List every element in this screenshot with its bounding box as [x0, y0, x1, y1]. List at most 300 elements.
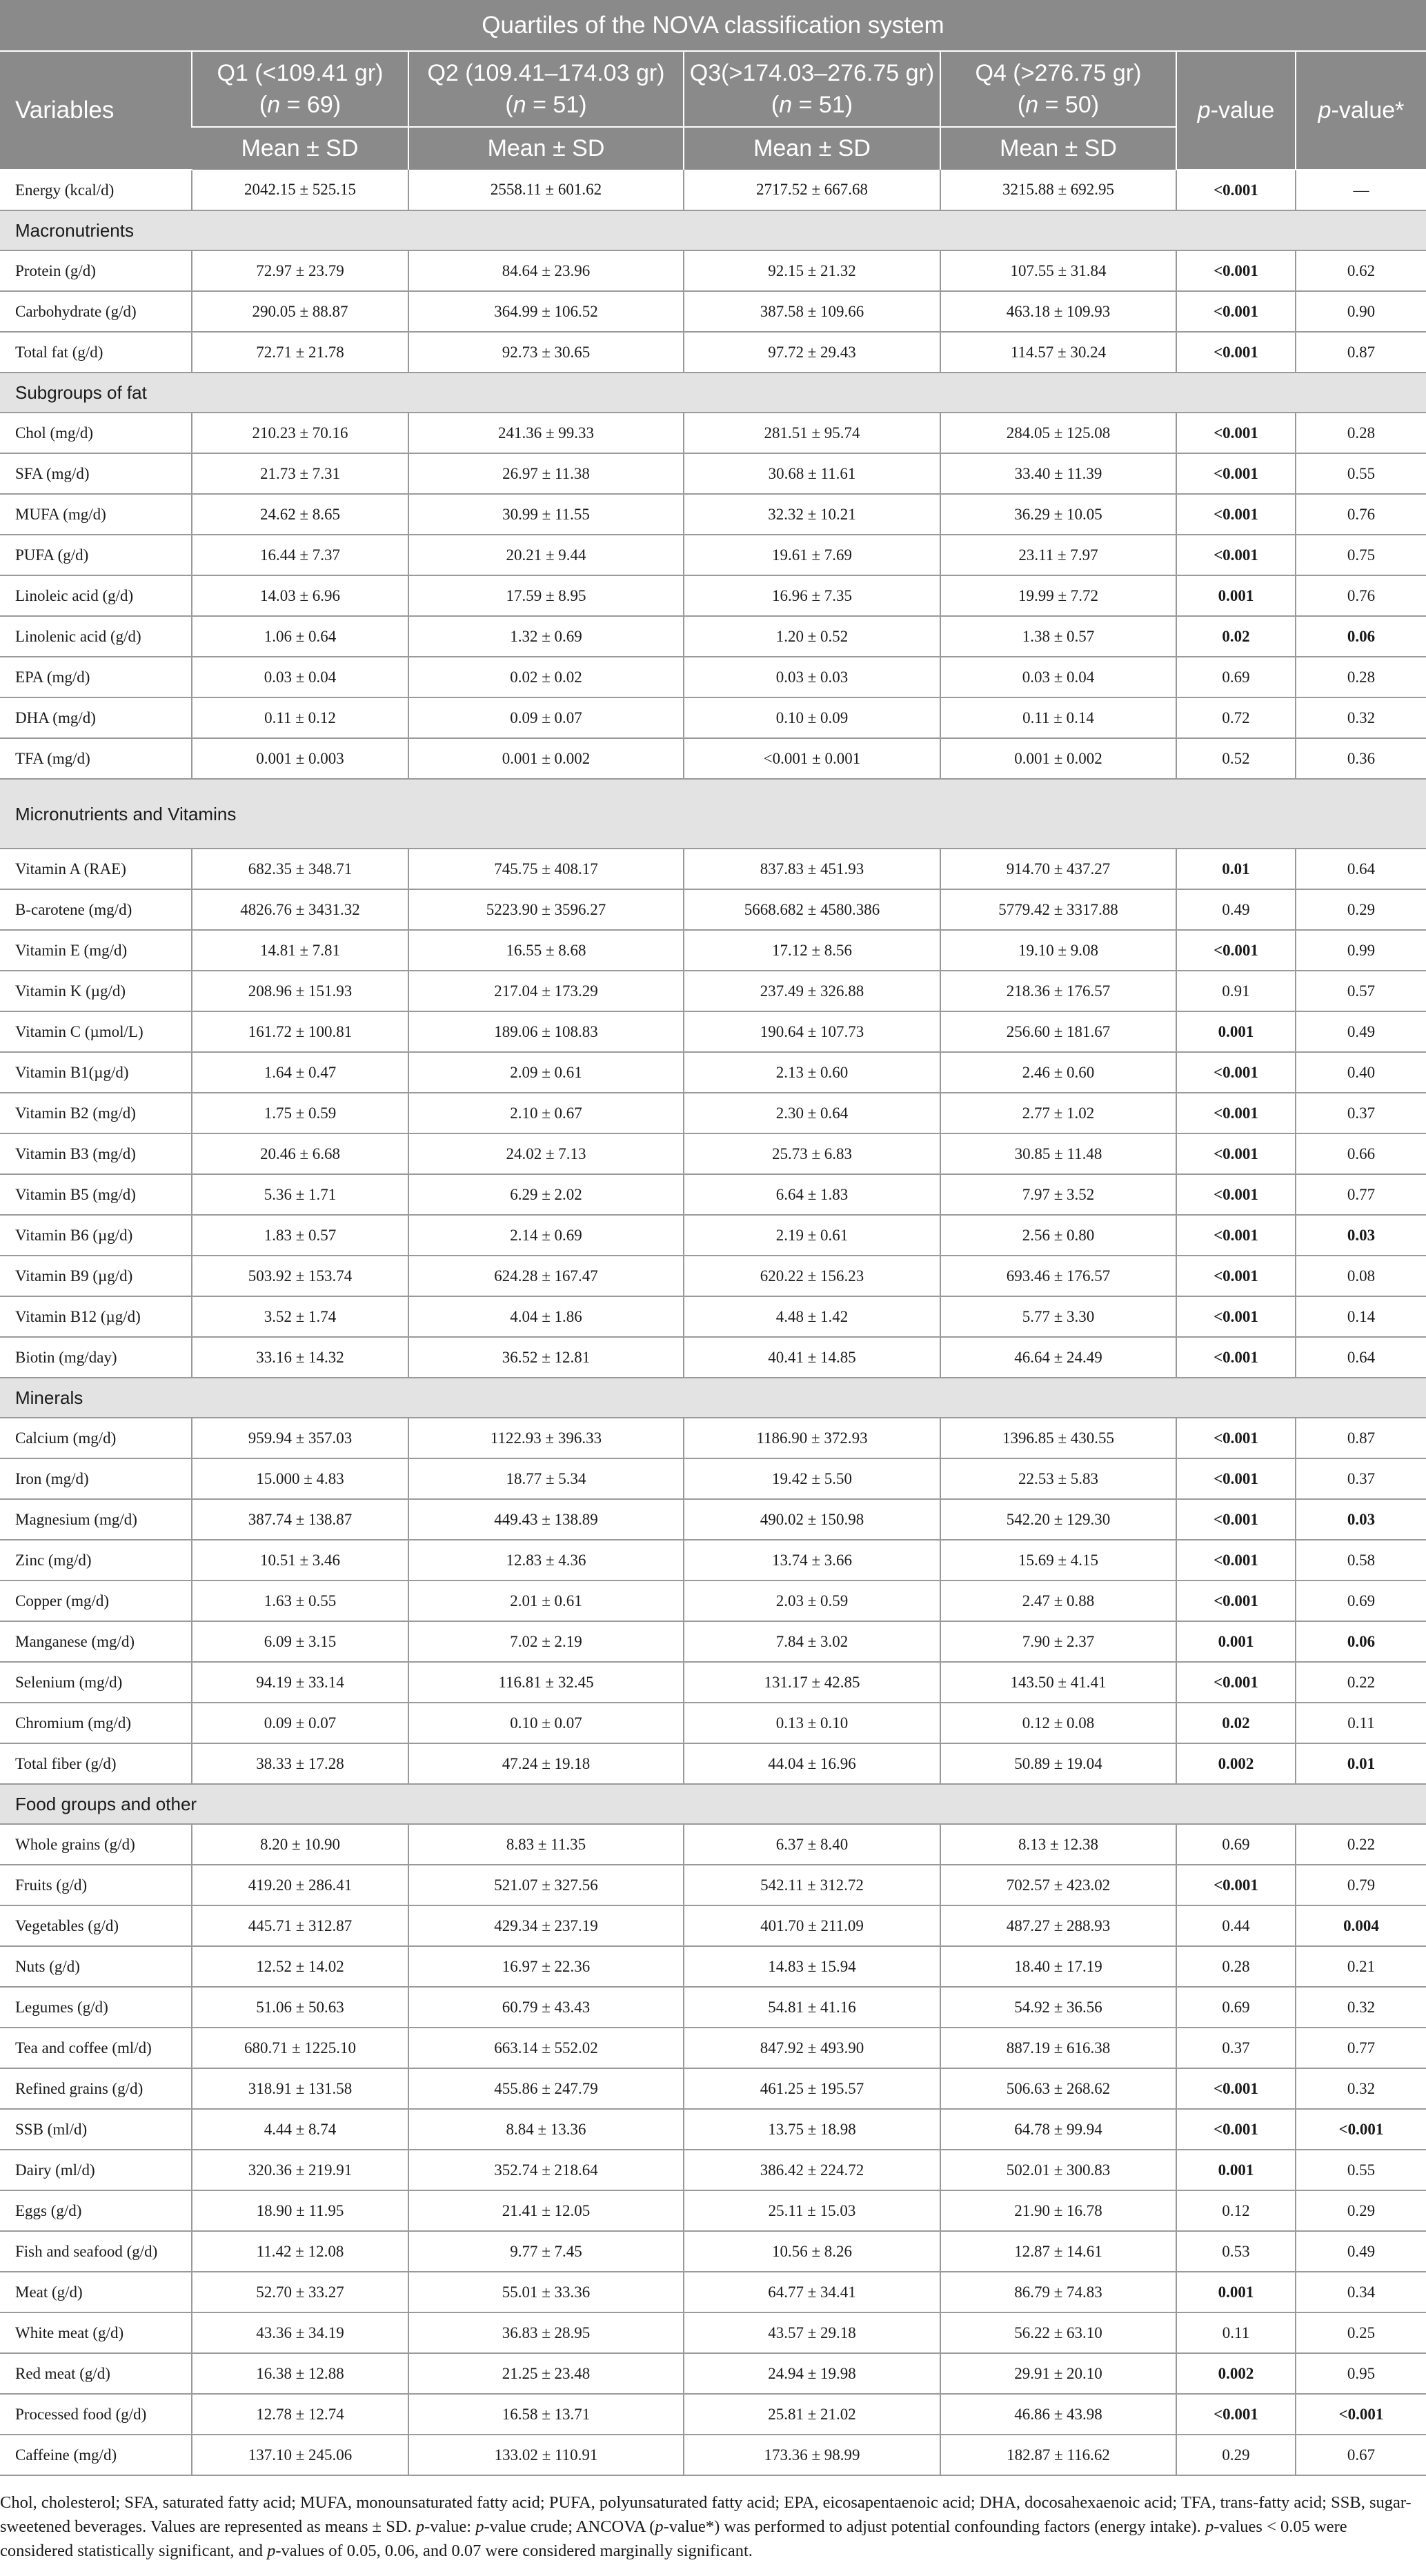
- q3-cell: 17.12 ± 8.56: [684, 930, 940, 971]
- table-header: [0, 0, 1426, 170]
- q3-cell: 19.61 ± 7.69: [684, 535, 940, 575]
- variable-cell: Fruits (g/d): [0, 1865, 192, 1905]
- q4-cell: 182.87 ± 116.62: [940, 2435, 1176, 2475]
- q3-cell: 401.70 ± 211.09: [684, 1905, 940, 1946]
- q4-cell: 1.38 ± 0.57: [940, 616, 1176, 657]
- q2-cell: 745.75 ± 408.17: [408, 849, 684, 889]
- q1-cell: 12.78 ± 12.74: [192, 2394, 408, 2435]
- q3-cell: 54.81 ± 41.16: [684, 1987, 940, 2028]
- p-value-cell: 0.01: [1176, 849, 1296, 889]
- q1-cell: 0.001 ± 0.003: [192, 738, 408, 779]
- q1-cell: 0.09 ± 0.07: [192, 1703, 408, 1743]
- p-value-cell: <0.001: [1176, 1540, 1296, 1581]
- q1-cell: 14.03 ± 6.96: [192, 575, 408, 616]
- p-value-cell: 0.001: [1176, 1011, 1296, 1052]
- q4-cell: 218.36 ± 176.57: [940, 971, 1176, 1011]
- p-value-header: p-value: [1176, 51, 1296, 170]
- variable-cell: Vitamin B5 (mg/d): [0, 1174, 192, 1215]
- q1-cell: 445.71 ± 312.87: [192, 1905, 408, 1946]
- p-value-cell: <0.001: [1176, 291, 1296, 332]
- p-value-adjusted-cell: 0.55: [1296, 453, 1426, 494]
- p-value-cell: 0.52: [1176, 738, 1296, 779]
- q2-cell: 0.02 ± 0.02: [408, 657, 684, 697]
- q2-header: Q2 (109.41–174.03 gr) (n = 51): [408, 51, 684, 127]
- table-row: [0, 535, 1426, 575]
- q4-cell: 5.77 ± 3.30: [940, 1296, 1176, 1337]
- q4-cell: 2.47 ± 0.88: [940, 1581, 1176, 1621]
- q3-cell: 237.49 ± 326.88: [684, 971, 940, 1011]
- q2-cell: 663.14 ± 552.02: [408, 2028, 684, 2068]
- p-value-adjusted-cell: 0.49: [1296, 1011, 1426, 1052]
- q2-cell: 189.06 ± 108.83: [408, 1011, 684, 1052]
- table-row: [0, 616, 1426, 657]
- q2-cell: 0.10 ± 0.07: [408, 1703, 684, 1743]
- variable-cell: Chromium (mg/d): [0, 1703, 192, 1743]
- p-value-adjusted-cell: 0.77: [1296, 2028, 1426, 2068]
- p-value-cell: <0.001: [1176, 2109, 1296, 2150]
- q1-mean-sd-header: Mean ± SD: [192, 127, 408, 170]
- q3-label: Q3(>174.03–276.75 gr): [689, 60, 935, 86]
- p-value-cell: <0.001: [1176, 170, 1296, 210]
- p-value-cell: <0.001: [1176, 1133, 1296, 1174]
- variable-cell: Vitamin B2 (mg/d): [0, 1093, 192, 1133]
- p-value-cell: <0.001: [1176, 1296, 1296, 1337]
- q4-cell: 487.27 ± 288.93: [940, 1905, 1176, 1946]
- variable-cell: Vitamin B9 (µg/d): [0, 1256, 192, 1296]
- p-value-cell: <0.001: [1176, 2068, 1296, 2109]
- q4-cell: 15.69 ± 4.15: [940, 1540, 1176, 1581]
- variable-cell: Vitamin B3 (mg/d): [0, 1133, 192, 1174]
- p-value-adjusted-cell: 0.03: [1296, 1215, 1426, 1256]
- p-value-cell: 0.69: [1176, 657, 1296, 697]
- variable-cell: Processed food (g/d): [0, 2394, 192, 2435]
- table-row: [0, 170, 1426, 210]
- q4-cell: 46.86 ± 43.98: [940, 2394, 1176, 2435]
- section-row: [0, 210, 1426, 250]
- p-value-adjusted-cell: 0.64: [1296, 849, 1426, 889]
- q4-cell: 54.92 ± 36.56: [940, 1987, 1176, 2028]
- q3-cell: 13.74 ± 3.66: [684, 1540, 940, 1581]
- q4-cell: 506.63 ± 268.62: [940, 2068, 1176, 2109]
- q4-cell: 12.87 ± 14.61: [940, 2231, 1176, 2272]
- table-row: [0, 1256, 1426, 1296]
- q4-cell: 22.53 ± 5.83: [940, 1458, 1176, 1499]
- p-value-adjusted-cell: 0.58: [1296, 1540, 1426, 1581]
- table-row: [0, 2394, 1426, 2435]
- q3-mean-sd-header: Mean ± SD: [684, 127, 940, 170]
- q3-n-value: = 51): [792, 92, 853, 118]
- table-row: [0, 2109, 1426, 2150]
- p-value-cell: <0.001: [1176, 494, 1296, 535]
- q2-cell: 6.29 ± 2.02: [408, 1174, 684, 1215]
- q2-cell: 455.86 ± 247.79: [408, 2068, 684, 2109]
- q2-cell: 18.77 ± 5.34: [408, 1458, 684, 1499]
- q2-cell: 2.10 ± 0.67: [408, 1093, 684, 1133]
- q2-cell: 0.001 ± 0.002: [408, 738, 684, 779]
- q3-cell: 847.92 ± 493.90: [684, 2028, 940, 2068]
- q1-header: Q1 (<109.41 gr) (n = 69): [192, 51, 408, 127]
- table-row: [0, 1865, 1426, 1905]
- q1-cell: 1.06 ± 0.64: [192, 616, 408, 657]
- variable-cell: Linolenic acid (g/d): [0, 616, 192, 657]
- variable-cell: Vitamin B1(µg/d): [0, 1052, 192, 1093]
- table-row: [0, 1540, 1426, 1581]
- q1-n-value: = 69): [280, 92, 341, 118]
- p-value-adjusted-cell: 0.37: [1296, 1093, 1426, 1133]
- q1-cell: 15.000 ± 4.83: [192, 1458, 408, 1499]
- variable-cell: Copper (mg/d): [0, 1581, 192, 1621]
- variable-cell: TFA (mg/d): [0, 738, 192, 779]
- variable-cell: Tea and coffee (ml/d): [0, 2028, 192, 2068]
- p-value-cell: 0.91: [1176, 971, 1296, 1011]
- q3-cell: 1.20 ± 0.52: [684, 616, 940, 657]
- table-row: [0, 738, 1426, 779]
- q2-cell: 1.32 ± 0.69: [408, 616, 684, 657]
- p-value-cell: <0.001: [1176, 1093, 1296, 1133]
- q1-cell: 24.62 ± 8.65: [192, 494, 408, 535]
- p-value-cell: 0.28: [1176, 1946, 1296, 1987]
- q2-cell: 4.04 ± 1.86: [408, 1296, 684, 1337]
- table-title: Quartiles of the NOVA classification system: [0, 0, 1426, 51]
- q3-cell: 2.30 ± 0.64: [684, 1093, 940, 1133]
- p-value-cell: <0.001: [1176, 1052, 1296, 1093]
- q3-cell: 620.22 ± 156.23: [684, 1256, 940, 1296]
- q2-cell: 24.02 ± 7.13: [408, 1133, 684, 1174]
- q4-cell: 19.10 ± 9.08: [940, 930, 1176, 971]
- q2-cell: 30.99 ± 11.55: [408, 494, 684, 535]
- p-value-adjusted-cell: 0.22: [1296, 1824, 1426, 1865]
- variable-cell: Refined grains (g/d): [0, 2068, 192, 2109]
- q2-n-symbol: n: [513, 92, 526, 118]
- p-value-adjusted-cell: 0.21: [1296, 1946, 1426, 1987]
- q1-cell: 20.46 ± 6.68: [192, 1133, 408, 1174]
- p-value-cell: <0.001: [1176, 1215, 1296, 1256]
- table-row: [0, 1458, 1426, 1499]
- q2-cell: 21.41 ± 12.05: [408, 2190, 684, 2231]
- variable-cell: Vitamin B12 (µg/d): [0, 1296, 192, 1337]
- variable-cell: Energy (kcal/d): [0, 170, 192, 210]
- q2-cell: 241.36 ± 99.33: [408, 413, 684, 453]
- q4-cell: 887.19 ± 616.38: [940, 2028, 1176, 2068]
- table-row: [0, 1499, 1426, 1540]
- variable-cell: Vitamin E (mg/d): [0, 930, 192, 971]
- table-row: [0, 930, 1426, 971]
- p-value-cell: <0.001: [1176, 1458, 1296, 1499]
- q1-cell: 320.36 ± 219.91: [192, 2150, 408, 2190]
- q4-cell: 8.13 ± 12.38: [940, 1824, 1176, 1865]
- q1-cell: 1.64 ± 0.47: [192, 1052, 408, 1093]
- variable-cell: Vitamin K (µg/d): [0, 971, 192, 1011]
- variable-cell: Total fat (g/d): [0, 332, 192, 373]
- q3-cell: 1186.90 ± 372.93: [684, 1418, 940, 1458]
- q3-cell: 6.64 ± 1.83: [684, 1174, 940, 1215]
- p-value-cell: 0.29: [1176, 2435, 1296, 2475]
- table-row: [0, 2272, 1426, 2312]
- p-value-cell: <0.001: [1176, 250, 1296, 291]
- table-row: [0, 1743, 1426, 1784]
- q3-cell: 2.19 ± 0.61: [684, 1215, 940, 1256]
- q4-cell: 7.90 ± 2.37: [940, 1621, 1176, 1662]
- p-value-adjusted-cell: 0.57: [1296, 971, 1426, 1011]
- q3-cell: 2.03 ± 0.59: [684, 1581, 940, 1621]
- variable-cell: SFA (mg/d): [0, 453, 192, 494]
- table-row: [0, 2028, 1426, 2068]
- q3-cell: 16.96 ± 7.35: [684, 575, 940, 616]
- q3-cell: 173.36 ± 98.99: [684, 2435, 940, 2475]
- q1-label: Q1 (<109.41 gr): [217, 60, 384, 86]
- q1-cell: 210.23 ± 70.16: [192, 413, 408, 453]
- p-value-cell: 0.37: [1176, 2028, 1296, 2068]
- p-value-cell: <0.001: [1176, 1174, 1296, 1215]
- q3-cell: 2.13 ± 0.60: [684, 1052, 940, 1093]
- table-row: [0, 1093, 1426, 1133]
- q1-cell: 208.96 ± 151.93: [192, 971, 408, 1011]
- q2-cell: 449.43 ± 138.89: [408, 1499, 684, 1540]
- q4-cell: 30.85 ± 11.48: [940, 1133, 1176, 1174]
- q4-mean-sd-header: Mean ± SD: [940, 127, 1176, 170]
- q1-cell: 18.90 ± 11.95: [192, 2190, 408, 2231]
- p-value-cell: <0.001: [1176, 1499, 1296, 1540]
- p-value-cell: <0.001: [1176, 332, 1296, 373]
- q3-header: Q3(>174.03–276.75 gr) (n = 51): [684, 51, 940, 127]
- q4-cell: 693.46 ± 176.57: [940, 1256, 1176, 1296]
- q2-cell: 2558.11 ± 601.62: [408, 170, 684, 210]
- q1-cell: 52.70 ± 33.27: [192, 2272, 408, 2312]
- q2-cell: 133.02 ± 110.91: [408, 2435, 684, 2475]
- q1-n-symbol: n: [267, 92, 281, 118]
- p-value-adjusted-cell: 0.40: [1296, 1052, 1426, 1093]
- q2-cell: 26.97 ± 11.38: [408, 453, 684, 494]
- p-value-adjusted-cell: 0.28: [1296, 413, 1426, 453]
- variable-cell: Eggs (g/d): [0, 2190, 192, 2231]
- section-row: [0, 1784, 1426, 1824]
- table-row: [0, 1215, 1426, 1256]
- q4-cell: 50.89 ± 19.04: [940, 1743, 1176, 1784]
- p-value-adjusted-cell: 0.76: [1296, 494, 1426, 535]
- q2-cell: 8.84 ± 13.36: [408, 2109, 684, 2150]
- q4-cell: 18.40 ± 17.19: [940, 1946, 1176, 1987]
- q1-cell: 959.94 ± 357.03: [192, 1418, 408, 1458]
- p-value-adjusted-cell: 0.32: [1296, 1987, 1426, 2028]
- section-label: Food groups and other: [0, 1784, 1426, 1824]
- q4-cell: 56.22 ± 63.10: [940, 2312, 1176, 2353]
- section-label: Minerals: [0, 1378, 1426, 1418]
- p-value-adjusted-cell: 0.75: [1296, 535, 1426, 575]
- variable-cell: MUFA (mg/d): [0, 494, 192, 535]
- p-value-adjusted-cell: 0.004: [1296, 1905, 1426, 1946]
- p-value-cell: 0.001: [1176, 2272, 1296, 2312]
- p-value-adjusted-cell: 0.49: [1296, 2231, 1426, 2272]
- variable-cell: Zinc (mg/d): [0, 1540, 192, 1581]
- q3-cell: 461.25 ± 195.57: [684, 2068, 940, 2109]
- q1-cell: 503.92 ± 153.74: [192, 1256, 408, 1296]
- p-value-cell: 0.44: [1176, 1905, 1296, 1946]
- variable-cell: PUFA (g/d): [0, 535, 192, 575]
- q2-cell: 47.24 ± 19.18: [408, 1743, 684, 1784]
- table-row: [0, 1824, 1426, 1865]
- q2-cell: 429.34 ± 237.19: [408, 1905, 684, 1946]
- q2-cell: 60.79 ± 43.43: [408, 1987, 684, 2028]
- q4-cell: 3215.88 ± 692.95: [940, 170, 1176, 210]
- p-value-adjusted-cell: 0.95: [1296, 2353, 1426, 2394]
- q4-n-symbol: n: [1025, 92, 1039, 118]
- variable-cell: Meat (g/d): [0, 2272, 192, 2312]
- variable-cell: Vegetables (g/d): [0, 1905, 192, 1946]
- table-row: [0, 697, 1426, 738]
- q1-cell: 51.06 ± 50.63: [192, 1987, 408, 2028]
- p-value-adjusted-cell: 0.62: [1296, 250, 1426, 291]
- p-value-adjusted-cell: 0.79: [1296, 1865, 1426, 1905]
- p-value-adjusted-cell: <0.001: [1296, 2394, 1426, 2435]
- q2-cell: 0.09 ± 0.07: [408, 697, 684, 738]
- q2-cell: 2.01 ± 0.61: [408, 1581, 684, 1621]
- variable-cell: Legumes (g/d): [0, 1987, 192, 2028]
- q3-cell: 4.48 ± 1.42: [684, 1296, 940, 1337]
- q3-cell: 2717.52 ± 667.68: [684, 170, 940, 210]
- q1-cell: 72.97 ± 23.79: [192, 250, 408, 291]
- p-value-cell: 0.001: [1176, 2150, 1296, 2190]
- q3-cell: 6.37 ± 8.40: [684, 1824, 940, 1865]
- q1-cell: 682.35 ± 348.71: [192, 849, 408, 889]
- q2-cell: 9.77 ± 7.45: [408, 2231, 684, 2272]
- q3-cell: 64.77 ± 34.41: [684, 2272, 940, 2312]
- p-value-cell: <0.001: [1176, 1662, 1296, 1703]
- variable-cell: Biotin (mg/day): [0, 1337, 192, 1378]
- table-row: [0, 1703, 1426, 1743]
- variable-cell: Selenium (mg/d): [0, 1662, 192, 1703]
- q2-cell: 364.99 ± 106.52: [408, 291, 684, 332]
- variable-cell: Total fiber (g/d): [0, 1743, 192, 1784]
- q3-cell: 490.02 ± 150.98: [684, 1499, 940, 1540]
- q4-cell: 2.77 ± 1.02: [940, 1093, 1176, 1133]
- p-value-cell: 0.002: [1176, 2353, 1296, 2394]
- table-row: [0, 657, 1426, 697]
- q2-cell: 8.83 ± 11.35: [408, 1824, 684, 1865]
- p-value-adjusted-cell: 0.99: [1296, 930, 1426, 971]
- table-row: [0, 2150, 1426, 2190]
- p-value-adjusted-cell: 0.11: [1296, 1703, 1426, 1743]
- q2-cell: 36.83 ± 28.95: [408, 2312, 684, 2353]
- q4-cell: 0.11 ± 0.14: [940, 697, 1176, 738]
- variable-cell: Vitamin C (µmol/L): [0, 1011, 192, 1052]
- table-row: [0, 971, 1426, 1011]
- p-value-adjusted-cell: 0.36: [1296, 738, 1426, 779]
- q1-cell: 10.51 ± 3.46: [192, 1540, 408, 1581]
- variable-cell: Magnesium (mg/d): [0, 1499, 192, 1540]
- variable-cell: Manganese (mg/d): [0, 1621, 192, 1662]
- variables-header: Variables: [0, 51, 192, 170]
- q4-cell: 2.56 ± 0.80: [940, 1215, 1176, 1256]
- q1-cell: 4.44 ± 8.74: [192, 2109, 408, 2150]
- p-value-adjusted-cell: 0.32: [1296, 697, 1426, 738]
- p-value-cell: <0.001: [1176, 1865, 1296, 1905]
- q4-cell: 36.29 ± 10.05: [940, 494, 1176, 535]
- q3-cell: 19.42 ± 5.50: [684, 1458, 940, 1499]
- table-row: [0, 1052, 1426, 1093]
- q2-cell: 7.02 ± 2.19: [408, 1621, 684, 1662]
- q4-cell: 7.97 ± 3.52: [940, 1174, 1176, 1215]
- q2-cell: 352.74 ± 218.64: [408, 2150, 684, 2190]
- p-value-adjusted-cell: 0.87: [1296, 332, 1426, 373]
- q4-cell: 284.05 ± 125.08: [940, 413, 1176, 453]
- p-value-cell: <0.001: [1176, 1581, 1296, 1621]
- section-row: [0, 779, 1426, 849]
- q1-cell: 2042.15 ± 525.15: [192, 170, 408, 210]
- q3-cell: 0.13 ± 0.10: [684, 1703, 940, 1743]
- q2-cell: 92.73 ± 30.65: [408, 332, 684, 373]
- p-value-cell: 0.12: [1176, 2190, 1296, 2231]
- q4-cell: 29.91 ± 20.10: [940, 2353, 1176, 2394]
- q2-cell: 5223.90 ± 3596.27: [408, 889, 684, 930]
- p-value-cell: 0.02: [1176, 1703, 1296, 1743]
- q4-cell: 542.20 ± 129.30: [940, 1499, 1176, 1540]
- table-row: [0, 1946, 1426, 1987]
- section-label: Macronutrients: [0, 210, 1426, 250]
- q3-cell: 7.84 ± 3.02: [684, 1621, 940, 1662]
- q3-cell: 10.56 ± 8.26: [684, 2231, 940, 2272]
- q1-cell: 16.38 ± 12.88: [192, 2353, 408, 2394]
- p-value-adjusted-cell: 0.06: [1296, 616, 1426, 657]
- table-row: [0, 889, 1426, 930]
- q2-cell: 16.55 ± 8.68: [408, 930, 684, 971]
- variable-cell: B-carotene (mg/d): [0, 889, 192, 930]
- table-footnote: Chol, cholesterol; SFA, saturated fatty acid; MUFA, monounsaturated fatty acid; PUFA, polyunsaturated fatty acid; EPA, eicosapentaenoic acid; DHA, docosahexaenoic acid; TFA, trans-fatty acid; SSB, sugar-sweetened beverages. Values are represented as means ± SD. p-value: p-value crude; ANCOVA (p-value*) was performed to adjust potential confounding factors (energy intake). p-values < 0.05 were considered statistically significant, and p-values of 0.05, 0.06, and 0.07 were considered marginally significant.: [0, 2493, 1412, 2560]
- q4-cell: 5779.42 ± 3317.88: [940, 889, 1176, 930]
- q4-cell: 23.11 ± 7.97: [940, 535, 1176, 575]
- variable-cell: Linoleic acid (g/d): [0, 575, 192, 616]
- p-value-adjusted-cell: <0.001: [1296, 2109, 1426, 2150]
- p-value-adjusted-cell: 0.67: [1296, 2435, 1426, 2475]
- q1-cell: 137.10 ± 245.06: [192, 2435, 408, 2475]
- q1-cell: 0.11 ± 0.12: [192, 697, 408, 738]
- table-row: [0, 494, 1426, 535]
- q2-cell: 20.21 ± 9.44: [408, 535, 684, 575]
- variable-cell: Vitamin A (RAE): [0, 849, 192, 889]
- q1-cell: 21.73 ± 7.31: [192, 453, 408, 494]
- p-value-cell: 0.72: [1176, 697, 1296, 738]
- q1-cell: 680.71 ± 1225.10: [192, 2028, 408, 2068]
- variable-cell: Calcium (mg/d): [0, 1418, 192, 1458]
- q3-cell: 92.15 ± 21.32: [684, 250, 940, 291]
- q3-cell: 0.03 ± 0.03: [684, 657, 940, 697]
- q1-cell: 5.36 ± 1.71: [192, 1174, 408, 1215]
- q3-cell: 5668.682 ± 4580.386: [684, 889, 940, 930]
- section-row: [0, 1378, 1426, 1418]
- q4-cell: 64.78 ± 99.94: [940, 2109, 1176, 2150]
- q1-cell: 8.20 ± 10.90: [192, 1824, 408, 1865]
- q1-cell: 387.74 ± 138.87: [192, 1499, 408, 1540]
- variable-cell: White meat (g/d): [0, 2312, 192, 2353]
- p-value-adjusted-cell: 0.01: [1296, 1743, 1426, 1784]
- table-row: [0, 575, 1426, 616]
- p-value-adjusted-cell: 0.22: [1296, 1662, 1426, 1703]
- p-value-adjusted-cell: 0.06: [1296, 1621, 1426, 1662]
- p-value-cell: 0.11: [1176, 2312, 1296, 2353]
- variable-cell: Caffeine (mg/d): [0, 2435, 192, 2475]
- q1-cell: 290.05 ± 88.87: [192, 291, 408, 332]
- q1-cell: 1.83 ± 0.57: [192, 1215, 408, 1256]
- q4-cell: 33.40 ± 11.39: [940, 453, 1176, 494]
- p-value-adjusted-header: p-value*: [1296, 51, 1426, 170]
- q3-cell: 14.83 ± 15.94: [684, 1946, 940, 1987]
- q1-cell: 43.36 ± 34.19: [192, 2312, 408, 2353]
- p-value-adjusted-cell: 0.69: [1296, 1581, 1426, 1621]
- q3-cell: 386.42 ± 224.72: [684, 2150, 940, 2190]
- p-value-cell: <0.001: [1176, 535, 1296, 575]
- table-row: [0, 1905, 1426, 1946]
- p-value-adjusted-cell: 0.29: [1296, 2190, 1426, 2231]
- q3-cell: 40.41 ± 14.85: [684, 1337, 940, 1378]
